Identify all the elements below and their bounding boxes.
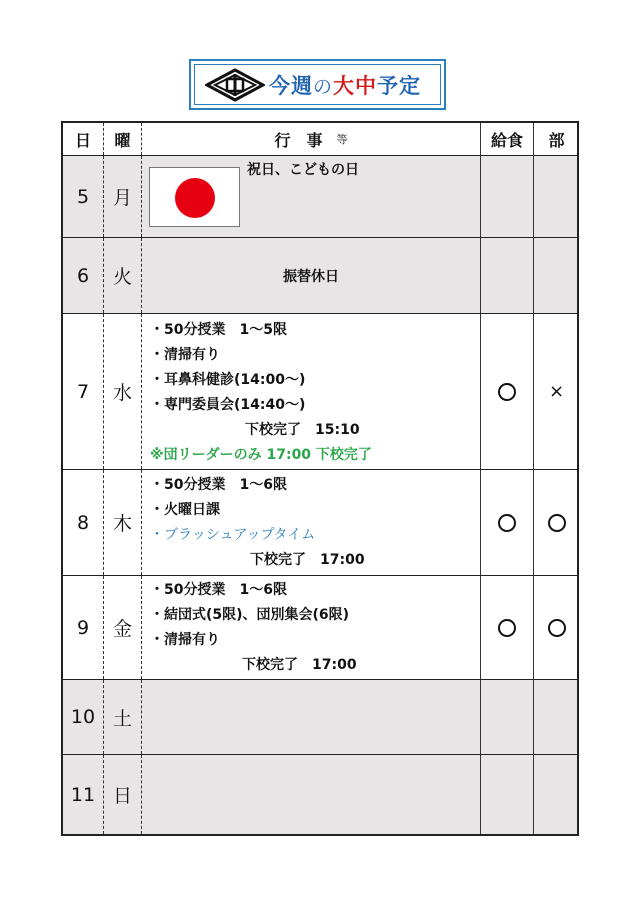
event-line: ・50分授業 1～5限 — [150, 322, 287, 338]
lunch-cell — [481, 755, 534, 834]
weekday: 木 — [104, 470, 142, 575]
lunch-yes-mark — [498, 619, 516, 637]
day-number: 11 — [63, 755, 104, 834]
event-line: ・専門委員会(14:40～) — [150, 397, 306, 413]
leader-note: ※団リーダーのみ 17:00 下校完了 — [150, 447, 372, 463]
club-cell — [534, 755, 579, 834]
day-number: 8 — [63, 470, 104, 575]
event-line: ・50分授業 1～6限 — [150, 477, 287, 493]
events-cell — [142, 755, 481, 834]
lunch-cell — [481, 470, 534, 575]
table-row — [63, 156, 577, 238]
header-day: 日 — [63, 123, 104, 155]
club-cell — [534, 470, 579, 575]
title-part-no: の — [313, 75, 334, 98]
lunch-cell — [481, 680, 534, 754]
day-number: 5 — [63, 156, 104, 237]
day-number: 9 — [63, 576, 104, 679]
events-cell — [142, 576, 481, 679]
club-yes-mark — [548, 514, 566, 532]
lunch-cell — [481, 238, 534, 313]
event-line: ・清掃有り — [150, 632, 220, 648]
day-number: 7 — [63, 314, 104, 469]
title-part-this-week: 今週 — [269, 73, 313, 98]
event-line: ・ブラッシュアップタイム — [150, 527, 316, 543]
table-row — [63, 238, 577, 314]
club-yes-mark — [548, 619, 566, 637]
weekday: 土 — [104, 680, 142, 754]
lunch-yes-mark — [498, 383, 516, 401]
events-cell — [142, 156, 481, 237]
weekday: 火 — [104, 238, 142, 313]
header-weekday: 曜 — [104, 123, 142, 155]
club-no-mark: × — [548, 381, 565, 402]
day-number: 6 — [63, 238, 104, 313]
title-part-school: 大中 — [333, 73, 378, 98]
dismissal-time: 下校完了 15:10 — [245, 422, 360, 438]
lunch-yes-mark — [498, 514, 516, 532]
events-cell — [142, 314, 481, 469]
events-cell — [142, 680, 481, 754]
weekday: 金 — [104, 576, 142, 679]
header-lunch: 給食 — [481, 123, 534, 155]
schedule-table — [61, 121, 579, 836]
table-row — [63, 576, 577, 680]
table-row — [63, 680, 577, 755]
header-events-etc: 等 — [336, 133, 348, 146]
weekday: 日 — [104, 755, 142, 834]
club-cell — [534, 238, 579, 313]
dismissal-time: 下校完了 17:00 — [242, 657, 357, 673]
page-title — [269, 70, 421, 100]
lunch-cell — [481, 314, 534, 469]
weekday: 月 — [104, 156, 142, 237]
event-line: ・清掃有り — [150, 347, 220, 363]
flag-sun — [175, 178, 215, 218]
lunch-cell — [481, 576, 534, 679]
club-cell — [534, 680, 579, 754]
table-row — [63, 470, 577, 576]
header-events — [142, 123, 481, 155]
title-banner-inner — [194, 64, 441, 105]
header-club: 部 — [548, 130, 565, 150]
events-cell — [142, 238, 481, 313]
event-line: ・50分授業 1～6限 — [150, 582, 287, 598]
header-events-label: 行 事 — [274, 130, 323, 150]
table-row — [63, 314, 577, 470]
event-line: 振替休日 — [283, 269, 339, 285]
title-banner — [189, 59, 446, 110]
event-line: ・耳鼻科健診(14:00～) — [150, 372, 306, 388]
club-cell — [534, 576, 579, 679]
event-line: 祝日、こどもの日 — [247, 162, 359, 178]
table-row — [63, 755, 577, 834]
events-cell — [142, 470, 481, 575]
club-cell — [534, 156, 579, 237]
table-header-row — [63, 123, 577, 156]
dismissal-time: 下校完了 17:00 — [250, 552, 365, 568]
japan-flag-icon — [149, 167, 240, 227]
club-cell — [534, 314, 579, 469]
day-number: 10 — [63, 680, 104, 754]
weekday: 水 — [104, 314, 142, 469]
title-part-schedule: 予定 — [377, 73, 422, 98]
event-line: ・火曜日課 — [150, 502, 220, 518]
event-line: ・結団式(5限)、団別集会(6限) — [150, 607, 350, 623]
lunch-cell — [481, 156, 534, 237]
school-emblem-icon — [205, 68, 265, 102]
